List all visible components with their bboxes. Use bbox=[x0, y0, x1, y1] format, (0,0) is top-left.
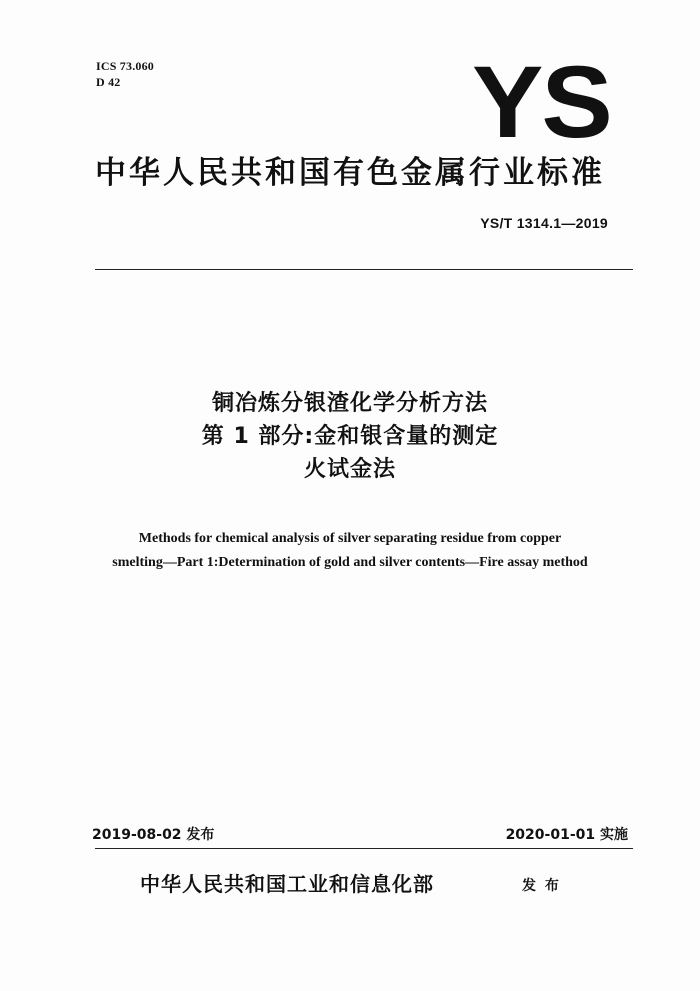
ics-code: ICS 73.060 bbox=[96, 59, 155, 73]
footer-divider bbox=[95, 848, 633, 849]
chinese-title bbox=[70, 387, 630, 486]
publisher-name: 中华人民共和国工业和信息化部 bbox=[140, 872, 434, 896]
header-divider bbox=[95, 269, 633, 270]
issue-date: 2019-08-02 发布 bbox=[92, 827, 215, 843]
english-title bbox=[60, 527, 640, 575]
english-title-line-1: Methods for chemical analysis of silver separating residue from copper bbox=[138, 531, 562, 546]
ccs-code: D 42 bbox=[96, 75, 121, 89]
standard-number: YS/T 1314.1—2019 bbox=[480, 215, 608, 231]
chinese-title-line-2: 第 1 部分:金和银含量的测定 bbox=[201, 424, 499, 449]
chinese-title-line-1: 铜冶炼分银渣化学分析方法 bbox=[211, 391, 488, 416]
chinese-title-line-3: 火试金法 bbox=[303, 457, 396, 482]
english-title-line-2: smelting—Part 1:Determination of gold and silver contents—Fire assay method bbox=[112, 555, 588, 570]
organization-title: 中华人民共和国有色金属行业标准 bbox=[95, 155, 605, 191]
publish-label: 发 布 bbox=[522, 878, 561, 894]
ys-logo: YS bbox=[472, 45, 611, 159]
implementation-date: 2020-01-01 实施 bbox=[505, 827, 628, 843]
classification-codes bbox=[96, 58, 154, 90]
